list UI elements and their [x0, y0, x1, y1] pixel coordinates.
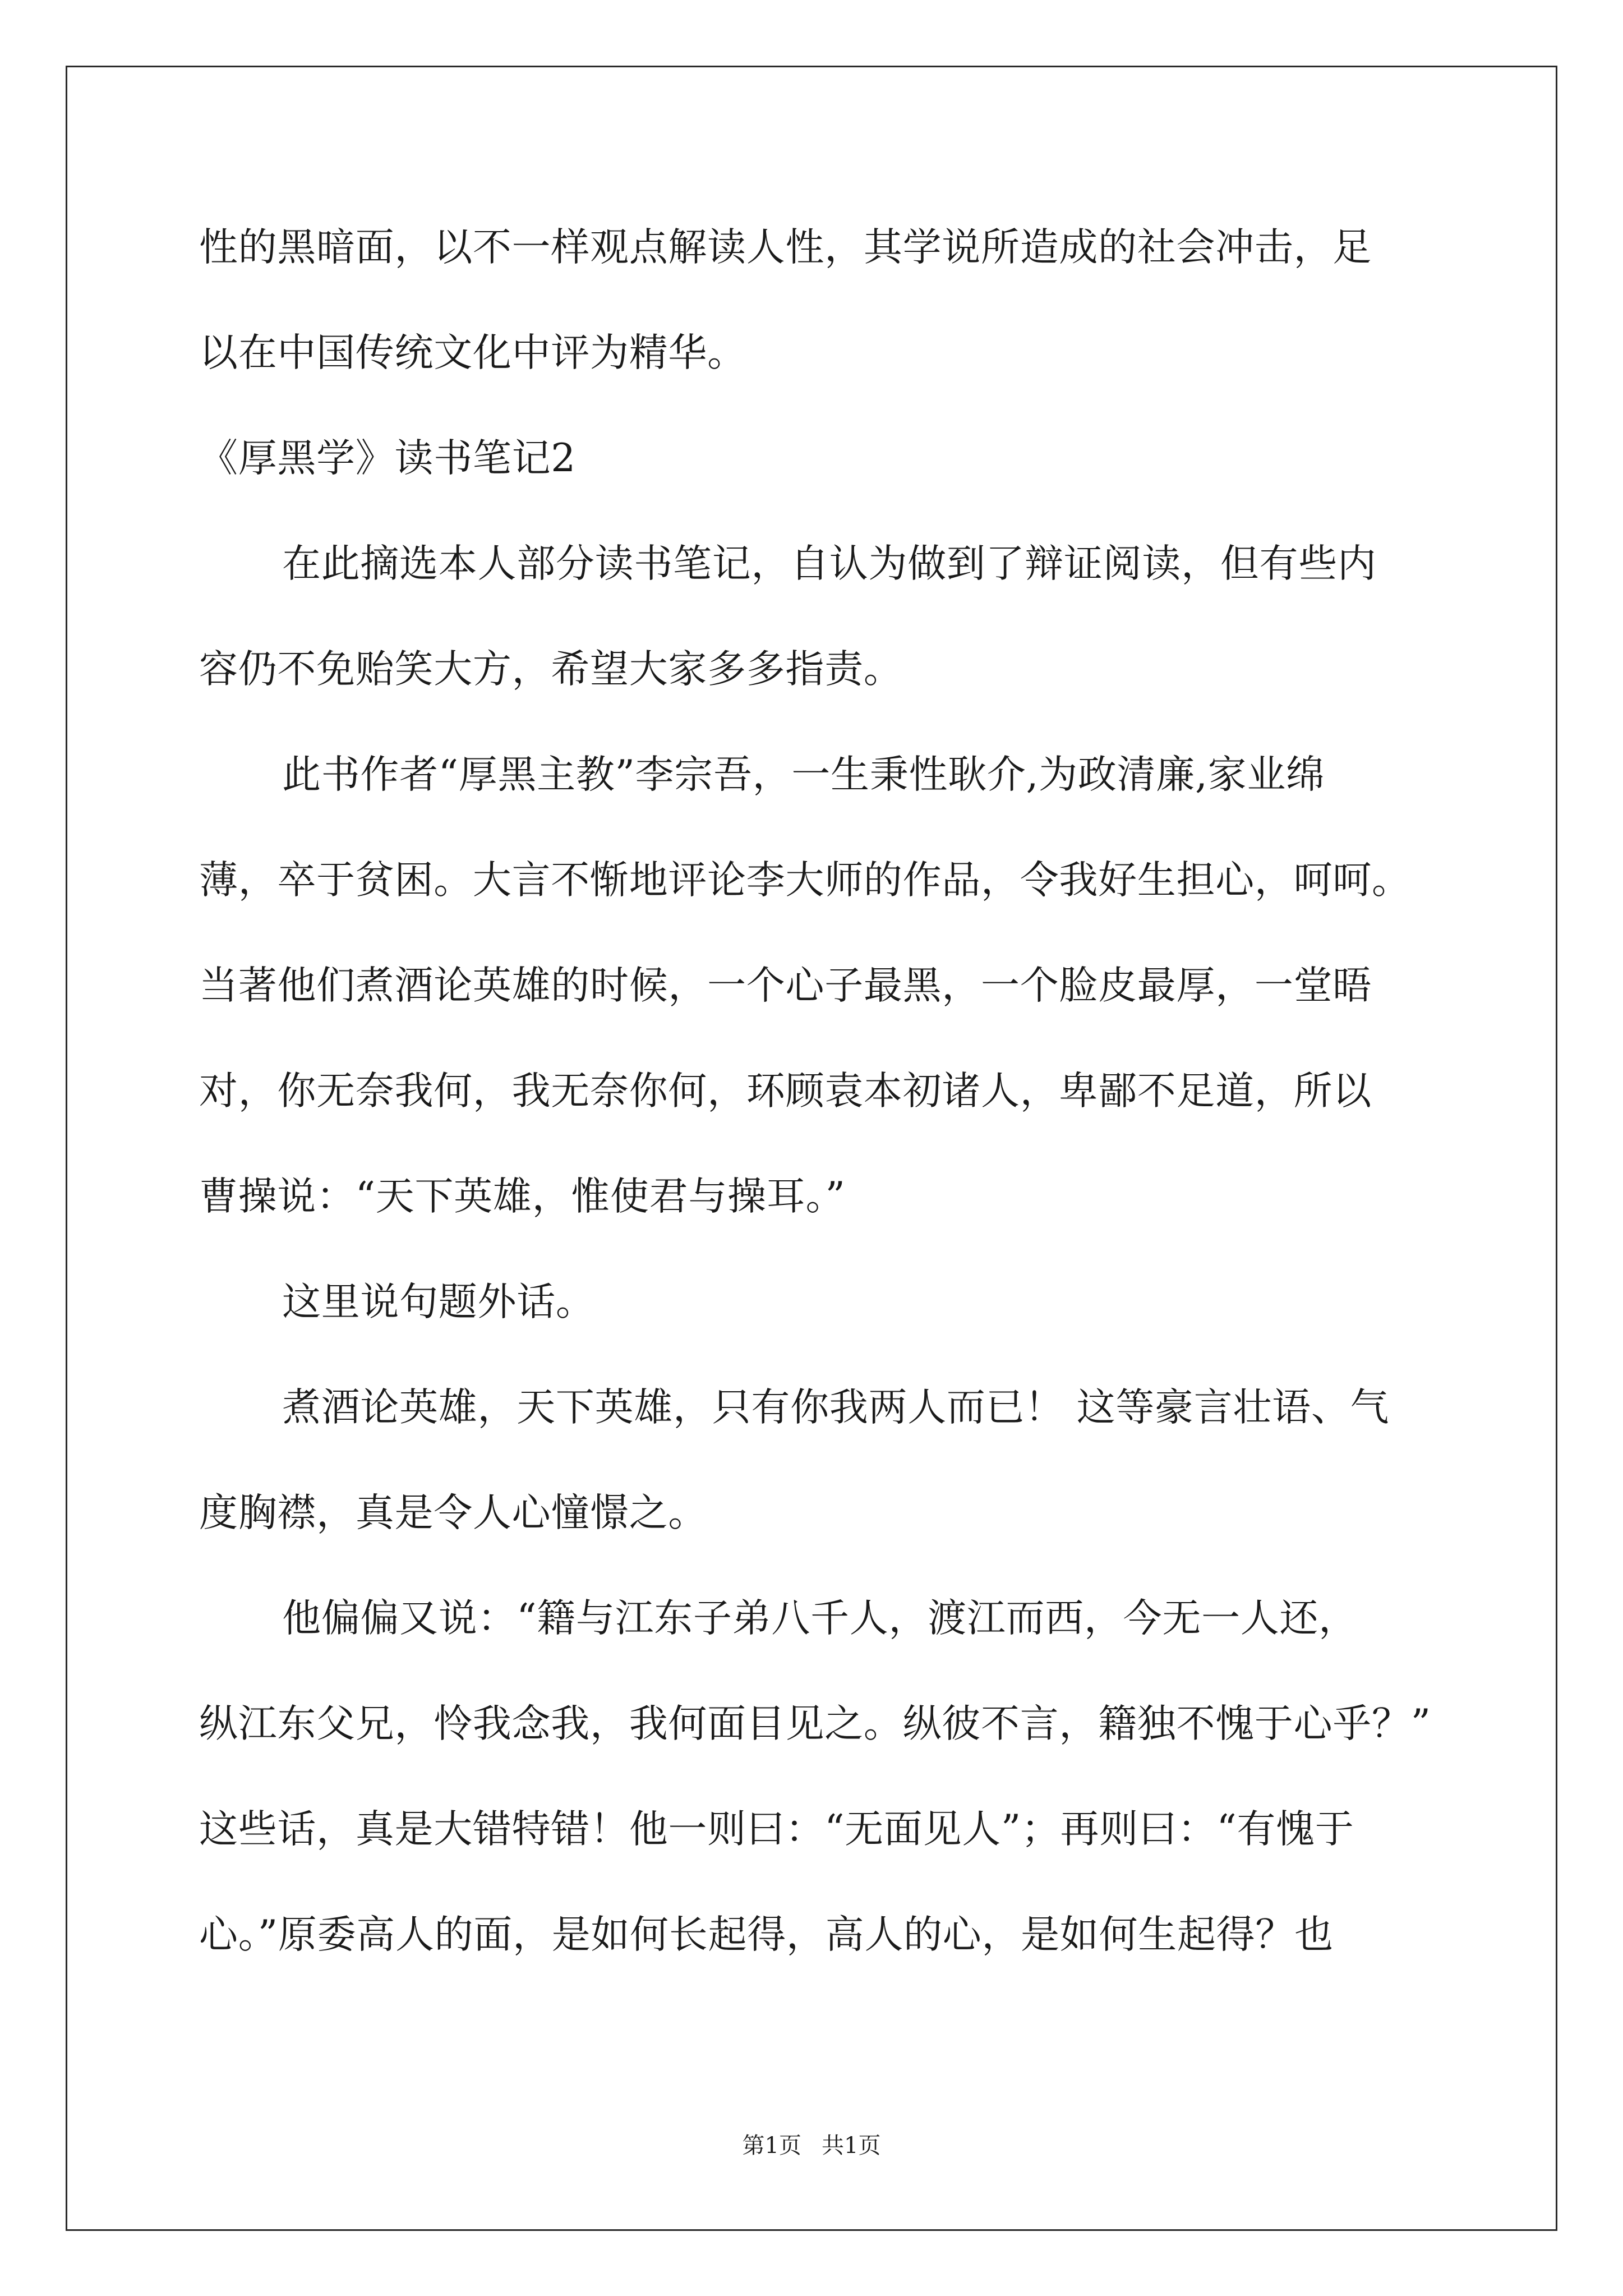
- text-line: 这里说句题外话。: [282, 1280, 595, 1324]
- text-line: 薄，卒于贫困。大言不惭地评论李大师的作品，令我好生担心，呵呵。: [199, 858, 1411, 903]
- text-line: 这些话，真是大错特错！他一则曰：“无面见人”；再则曰：“有愧于: [199, 1807, 1354, 1852]
- text-line: 此书作者“厚黑主教”李宗吾，一生秉性耿介,为政清廉,家业绵: [282, 752, 1325, 797]
- page-border: [66, 66, 1557, 2231]
- text-line: 煮酒论英雄，天下英雄，只有你我两人而已！ 这等豪言壮语、气: [282, 1385, 1390, 1430]
- text-line: 纵江东父兄，怜我念我，我何面目见之。纵彼不言，籍独不愧于心乎？”: [199, 1701, 1431, 1746]
- page-footer: [0, 2134, 1623, 2157]
- text-line: 性的黑暗面，以不一样观点解读人性，其学说所造成的社会冲击，足: [199, 225, 1372, 270]
- text-line: 他偏偏又说：“籍与江东子弟八千人，渡江而西，今无一人还，: [282, 1596, 1358, 1641]
- text-line: 容仍不免贻笑大方，希望大家多多指责。: [199, 647, 903, 692]
- text-line: 曹操说：“天下英雄，惟使君与操耳。”: [199, 1174, 846, 1219]
- text-line: 以在中国传统文化中评为精华。: [199, 330, 746, 375]
- page-total: 共1页: [822, 2133, 881, 2159]
- text-line: 度胸襟，真是令人心憧憬之。: [199, 1490, 708, 1535]
- text-line: 当著他们煮酒论英雄的时候，一个心子最黑，一个脸皮最厚，一堂晤: [199, 963, 1372, 1008]
- text-line: 心。”原委高人的面，是如何长起得，高人的心，是如何生起得？也: [199, 1912, 1334, 1957]
- section-heading: 《厚黑学》读书笔记2: [199, 436, 576, 481]
- text-line: 对，你无奈我何，我无奈你何，环顾袁本初诸人，卑鄙不足道，所以: [199, 1069, 1372, 1114]
- page-number: 第1页: [742, 2133, 801, 2159]
- text-line: 在此摘选本人部分读书笔记，自认为做到了辩证阅读，但有些内: [282, 541, 1377, 586]
